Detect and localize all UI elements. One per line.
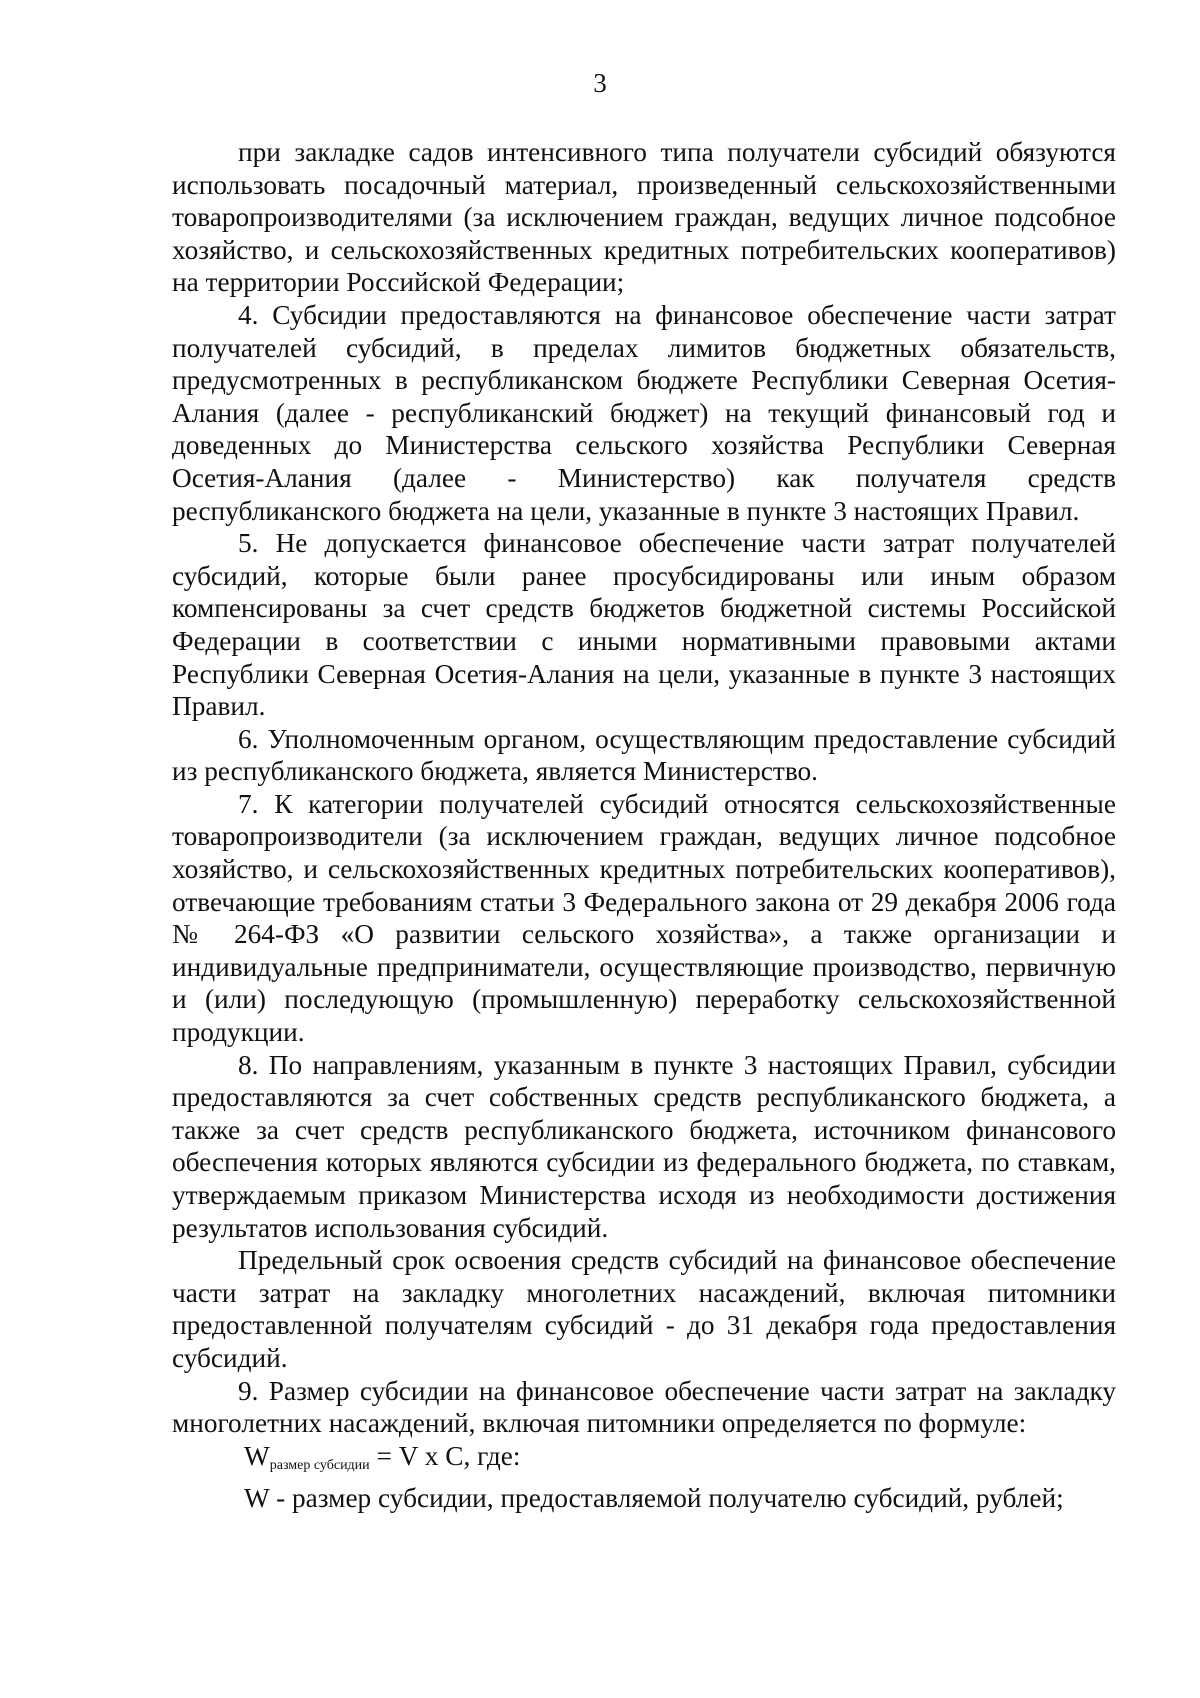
page-number: 3 <box>593 68 607 98</box>
formula-subscript: размер субсидии <box>269 1457 370 1473</box>
paragraph-5: 5. Не допускается финансовое обеспечение части затрат получателей субсидий, которые были ранее просубсидированы или иным образом компенсированы за счет средств бюджетов бюджетной системы Российской Федерации в соответствии с иными нормативными правовыми актами Республики Северная Осетия-Алания на цели, указанные в пункте 3 настоящих Правил. <box>172 528 1116 722</box>
paragraph-4: 4. Субсидии предоставляются на финансовое обеспечение части затрат получателей субсидий, в пределах лимитов бюджетных обязательств, предусмотренных в республиканском бюджете Республики Северная Осетия-Алания (далее - республиканский бюджет) на текущий финансовый год и доведенных до Министерства сельского хозяйства Республики Северная Осетия-Алания (далее - Министерство) как получателя средств республиканского бюджета на цели, указанные в пункте 3 настоящих Правил. <box>172 299 1116 526</box>
paragraph-7: 7. К категории получателей субсидий относятся сельскохозяйственные товаропроизводители (за исключением граждан, ведущих личное подсобное хозяйство, и сельскохозяйственных кредитных потребительских кооперативов), отвечающие требованиям статьи 3 Федерального закона от 29 декабря 2006 года № 264-ФЗ «О развитии сельского хозяйства», а также организации и индивидуальные предприниматели, осуществляющие производство, первичную и (или) последующую (промышленную) переработку сельскохозяйственной продукции. <box>172 788 1116 1048</box>
paragraph-9: 9. Размер субсидии на финансовое обеспечение части затрат на закладку многолетних насаждений, включая питомники определяется по формуле: <box>172 1375 1116 1439</box>
document-body <box>172 136 1116 1515</box>
formula <box>172 1440 1116 1483</box>
paragraph-8: 8. По направлениям, указанным в пункте 3 настоящих Правил, субсидии предоставляются за счет собственных средств республиканского бюджета, а также за счет средств республиканского бюджета, источником финансового обеспечения которых являются субсидии из федерального бюджета, по ставкам, утверждаемым приказом Министерства исходя из необходимости достижения результатов использования субсидий. <box>172 1049 1116 1243</box>
paragraph-deadline: Предельный срок освоения средств субсидий на финансовое обеспечение части затрат на закладку многолетних насаждений, включая питомники предоставленной получателям субсидий - до 31 декабря года предоставления субсидий. <box>172 1245 1116 1373</box>
formula-symbol: W <box>244 1440 270 1471</box>
paragraph-6: 6. Уполномоченным органом, осуществляющим предоставление субсидий из республиканского бюджета, является Министерство. <box>172 723 1116 787</box>
paragraph-intensive-gardens: при закладке садов интенсивного типа получатели субсидий обязуются использовать посадочный материал, произведенный сельскохозяйственными товаропроизводителями (за исключением граждан, ведущих личное подсобное хозяйство, и сельскохозяйственных кредитных потребительских кооперативов) на территории Российской Федерации; <box>172 137 1116 298</box>
formula-rhs: = V x С, где: <box>369 1440 521 1471</box>
definition-w: W - размер субсидии, предоставляемой получателю субсидий, рублей; <box>244 1483 1064 1514</box>
